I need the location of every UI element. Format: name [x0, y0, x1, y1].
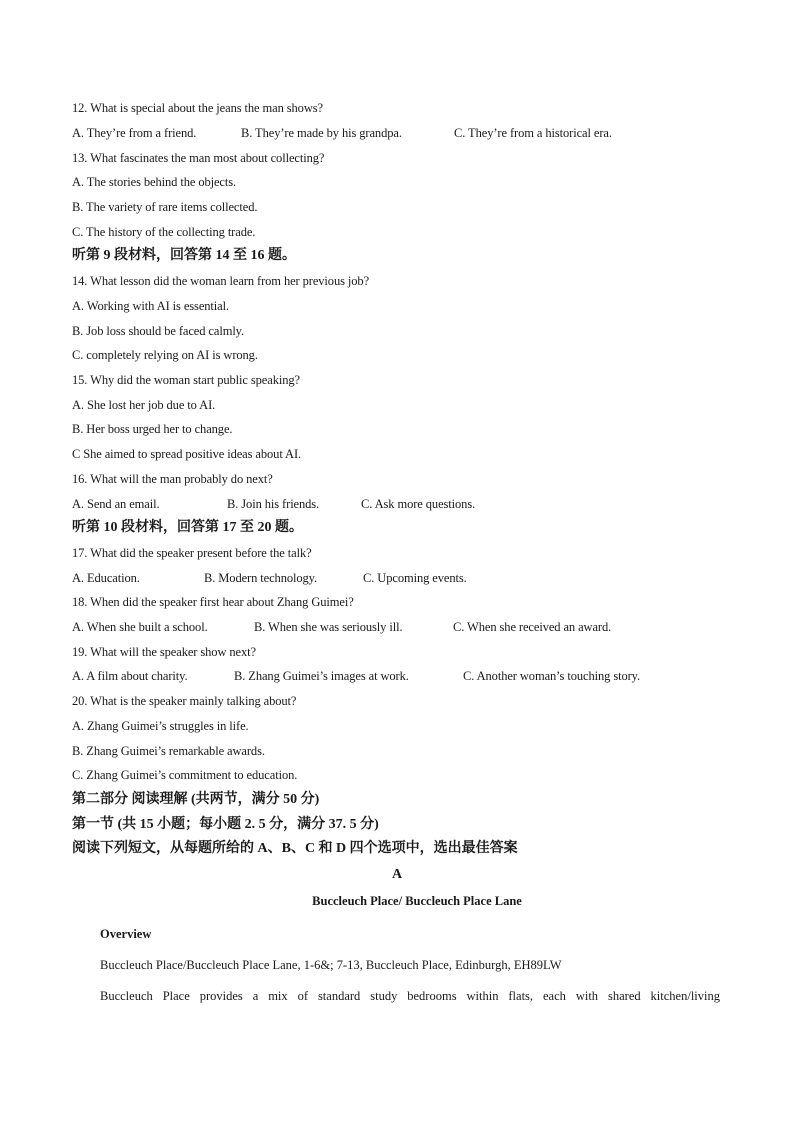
overview-heading: Overview: [100, 927, 152, 941]
option-b: B. When she was seriously ill.: [254, 620, 403, 634]
question-13-option-c: C. The history of the collecting trade.: [72, 225, 256, 239]
option-b: B. They’re made by his grandpa.: [241, 126, 402, 140]
option-b: B. Join his friends.: [227, 497, 320, 511]
option-c: C. Ask more questions.: [361, 497, 476, 511]
option-a: A. Send an email.: [72, 497, 160, 511]
question-18-stem: 18. When did the speaker first hear about Zhang Guimei?: [72, 595, 354, 609]
question-14-option-b: B. Job loss should be faced calmly.: [72, 324, 245, 338]
option-c: C. Another woman’s touching story.: [463, 669, 641, 683]
question-17-stem: 17. What did the speaker present before the talk?: [72, 546, 312, 560]
question-16-stem: 16. What will the man probably do next?: [72, 472, 273, 486]
question-13-stem: 13. What fascinates the man most about collecting?: [72, 151, 325, 165]
option-a: A. A film about charity.: [72, 669, 188, 683]
question-15-stem: 15. Why did the woman start public speaking?: [72, 373, 300, 387]
option-b: B. Modern technology.: [204, 571, 318, 585]
question-20-option-b: B. Zhang Guimei’s remarkable awards.: [72, 744, 265, 758]
passage-title: Buccleuch Place/ Buccleuch Place Lane: [312, 894, 522, 908]
reading-instruction: 阅读下列短文，从每题所给的 A、B、C 和 D 四个选项中，选出最佳答案: [72, 841, 518, 856]
question-14-option-c: C. completely relying on AI is wrong.: [72, 348, 258, 362]
section-10-heading: 听第 10 段材料，回答第 17 至 20 题。: [72, 520, 303, 535]
address-line: Buccleuch Place/Buccleuch Place Lane, 1-6&; 7-13, Buccleuch Place, Edinburgh, EH89LW: [100, 958, 562, 972]
question-12-stem: 12. What is special about the jeans the man shows?: [72, 101, 323, 115]
option-b: B. Zhang Guimei’s images at work.: [234, 669, 409, 683]
question-13-option-b: B. The variety of rare items collected.: [72, 200, 258, 214]
section-9-heading: 听第 9 段材料，回答第 14 至 16 题。: [72, 248, 296, 263]
question-20-option-a: A. Zhang Guimei’s struggles in life.: [72, 719, 249, 733]
option-a: A. When she built a school.: [72, 620, 208, 634]
passage-letter: A: [391, 867, 403, 882]
option-c: C. Upcoming events.: [363, 571, 467, 585]
question-20-stem: 20. What is the speaker mainly talking about?: [72, 694, 297, 708]
question-19-stem: 19. What will the speaker show next?: [72, 645, 256, 659]
option-c: C. When she received an award.: [453, 620, 612, 634]
question-15-option-a: A. She lost her job due to AI.: [72, 398, 216, 412]
passage-paragraph: Buccleuch Place provides a mix of standard study bedrooms within flats, each with shared kitchen/living: [100, 989, 720, 1003]
section-1-title: 第一节 (共 15 小题；每小题 2. 5 分，满分 37. 5 分): [72, 817, 379, 832]
question-14-stem: 14. What lesson did the woman learn from her previous job?: [72, 274, 370, 288]
question-14-option-a: A. Working with AI is essential.: [72, 299, 230, 313]
question-15-option-b: B. Her boss urged her to change.: [72, 422, 233, 436]
question-15-option-c: C She aimed to spread positive ideas about AI.: [72, 447, 302, 461]
option-a: A. Education.: [72, 571, 140, 585]
option-a: A. They’re from a friend.: [72, 126, 197, 140]
option-c: C. They’re from a historical era.: [454, 126, 612, 140]
question-13-option-a: A. The stories behind the objects.: [72, 175, 237, 189]
part-2-title: 第二部分 阅读理解 (共两节，满分 50 分): [72, 792, 320, 807]
question-20-option-c: C. Zhang Guimei’s commitment to education.: [72, 768, 298, 782]
